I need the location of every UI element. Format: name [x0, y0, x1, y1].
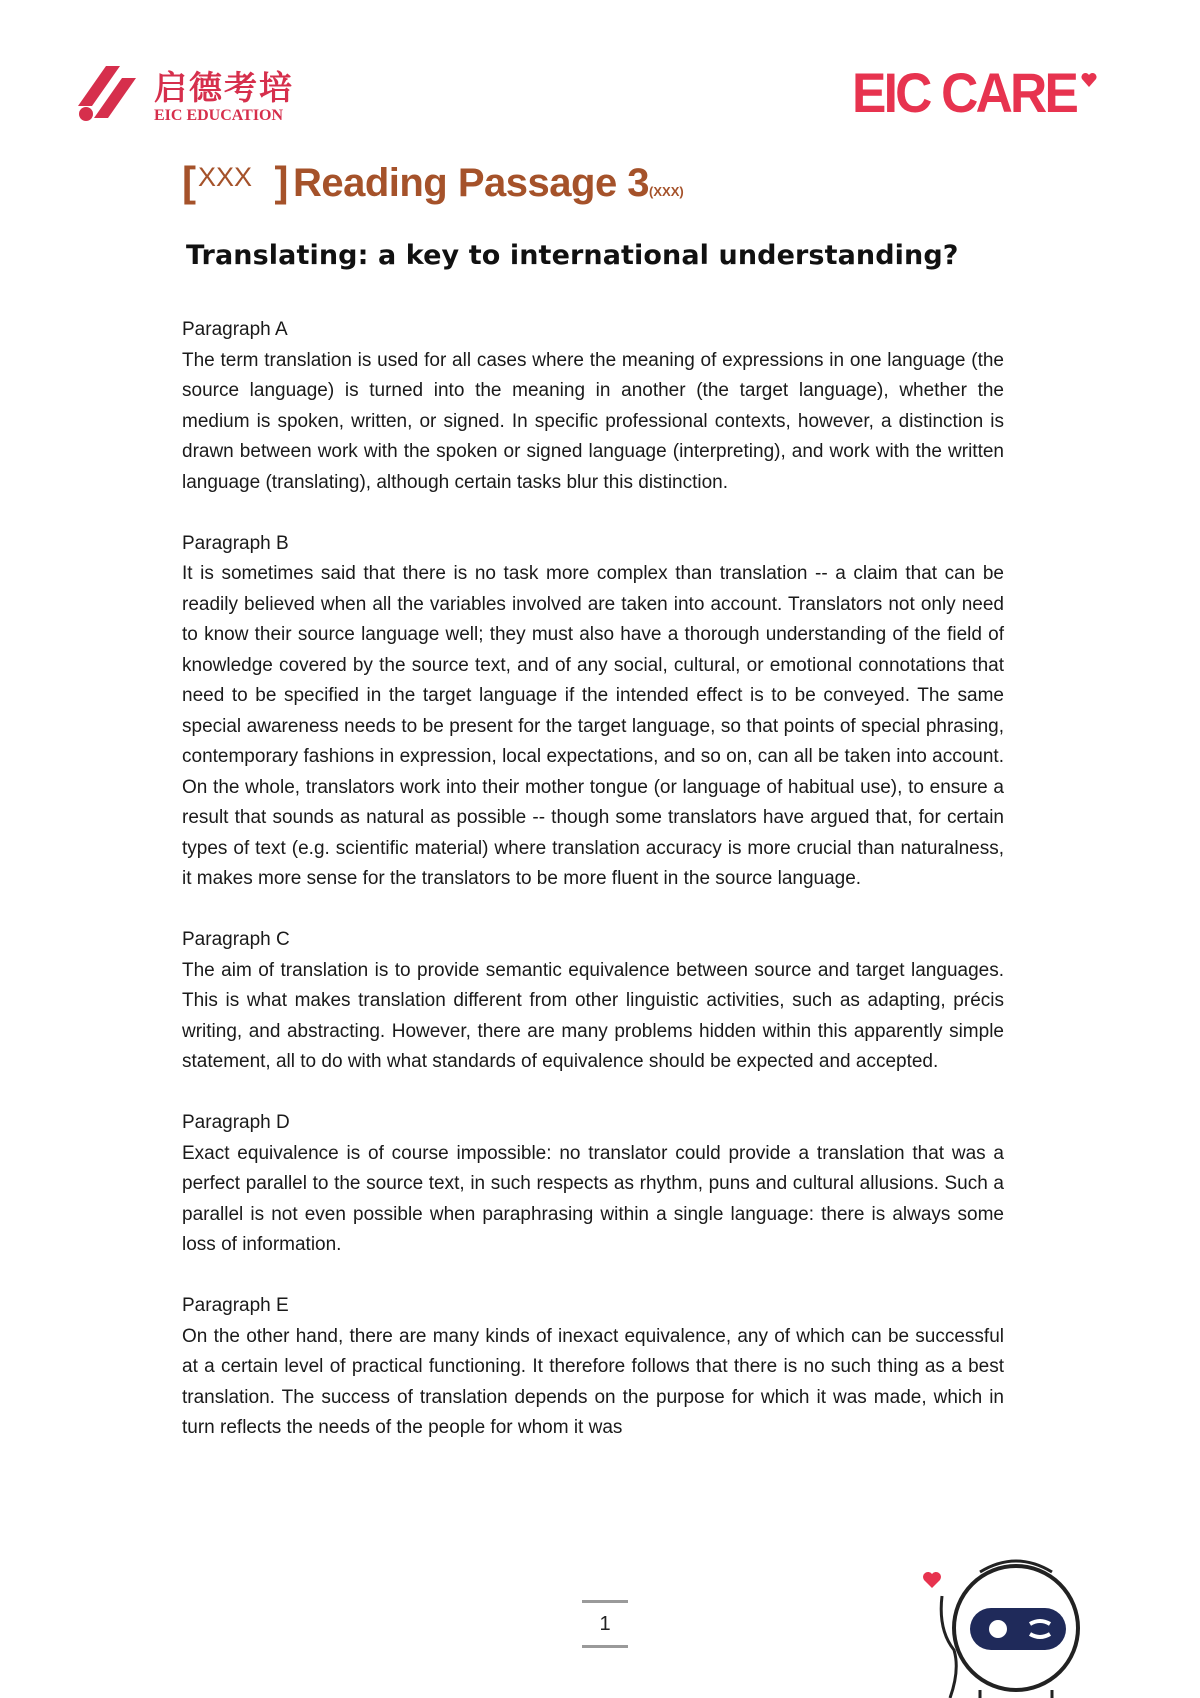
paragraph-label: Paragraph A	[182, 319, 288, 340]
eic-brand-mark-icon	[72, 62, 144, 124]
logo-left-chinese-text: 启德考培	[154, 68, 294, 107]
paragraph-label: Paragraph E	[182, 1295, 289, 1316]
passage-title: Reading Passage 3	[292, 161, 650, 205]
paragraph-label: Paragraph C	[182, 929, 290, 950]
logo-left-english-text: EIC EDUCATION	[154, 107, 284, 124]
section-code: XXX	[198, 162, 253, 192]
paragraph-text: It is sometimes said that there is no task more complex than translation -- a claim that can be readily believed when all the variables involved are taken into account. Translators not only need to know their source language well; they must also have a thorough understanding of the field of knowledge covered by the source text, and of any social, cultural, or emotional connotations that need to be specified in the target language if the intended effect is to be conveyed. The same special awareness needs to be present for the target language, so that points of special phrasing, contemporary fashions in expression, local expectations, and so on, can all be taken into account. On the whole, translators work into their mother tongue (or language of habitual use), to ensure a result that sounds as natural as possible -- though some translators have argued that, for certain types of text (e.g. scientific material) where translation accuracy is more crucial than naturalness, it makes more sense for the translators to be more fluent in the source language.	[182, 563, 1004, 889]
eic-education-logo	[72, 62, 292, 134]
paragraph-b	[182, 529, 1004, 895]
bracket-close: ]	[274, 158, 289, 205]
paragraph-text: The aim of translation is to provide semantic equivalence between source and target languages. This is what makes translation different from other linguistic activities, such as adapting, précis writing, and abstracting. However, there are many problems hidden within this apparently simple statement, all to do with what standards of equivalence should be expected and accepted.	[182, 959, 1004, 1072]
robot-mascot-icon	[920, 1550, 1100, 1698]
heart-icon	[1080, 72, 1098, 88]
paragraph-label: Paragraph B	[182, 532, 289, 554]
logo-right-text: EIC CARE	[852, 61, 1077, 124]
paragraph-text: The term translation is used for all cases where the meaning of expressions in one language (the source language) is turned into the meaning in another (the target language), whether the medium is spoken, written, or signed. In specific professional contexts, however, a distinction is drawn between work with the spoken or signed language (interpreting), and work with the written language (translating), although certain tasks blur this distinction.	[182, 349, 1004, 493]
paragraph-e	[182, 1291, 1004, 1444]
page-number	[582, 1600, 628, 1648]
paragraph-d	[182, 1108, 1004, 1261]
paragraph-c	[182, 925, 1004, 1078]
paragraph-label: Paragraph D	[182, 1112, 290, 1133]
paragraph-text: On the other hand, there are many kinds of inexact equivalence, any of which can be successful at a certain level of practical functioning. It therefore follows that there is no such thing as a best translation. The success of translation depends on the purpose for which it was made, which in turn reflects the needs of the people for whom it was	[182, 1325, 1004, 1438]
page-number-bottom-rule	[582, 1645, 628, 1648]
paragraph-text: Exact equivalence is of course impossible: no translator could provide a translation that was a perfect parallel to the source text, in such respects as rhythm, puns and cultural allusions. Such a parallel is not even possible when paraphrasing within a single language: there is always some loss of information.	[182, 1142, 1004, 1255]
passage-suffix: (XXX)	[649, 184, 684, 199]
passage-body	[182, 315, 1004, 1474]
article-title: Translating: a key to international understanding?	[186, 240, 959, 271]
paragraph-a	[182, 315, 1004, 498]
section-heading	[182, 158, 684, 206]
eic-care-logo	[852, 60, 1112, 130]
bracket-open: [	[182, 158, 196, 205]
page-number-text: 1	[599, 1613, 611, 1635]
